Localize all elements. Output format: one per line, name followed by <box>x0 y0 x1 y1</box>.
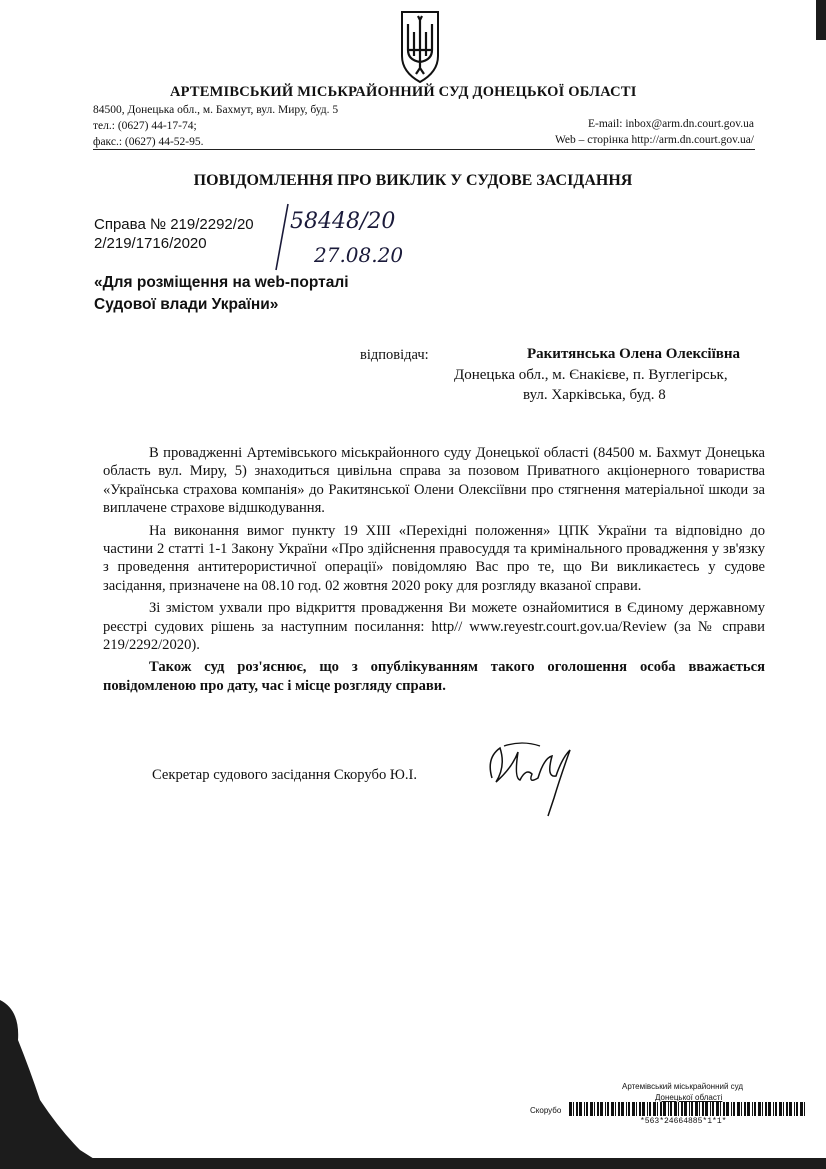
barcode-bar <box>611 1102 614 1116</box>
barcode-bar <box>628 1102 630 1116</box>
body-paragraph: Зі змістом ухвали про відкриття провадження Ви можете ознайомитися в Єдиному державному реєстрі судових рішень за наступним посилання: http// www.reyestr.court.gov.ua/Review (за № справи 219/2292/2020). <box>103 600 765 654</box>
barcode-bar <box>796 1102 798 1116</box>
barcode-bar <box>684 1102 687 1116</box>
barcode-bar <box>579 1102 582 1116</box>
barcode-bar <box>783 1102 784 1116</box>
stamp-region: Донецької області <box>655 1093 723 1102</box>
barcode-bar <box>678 1102 679 1116</box>
placement-note-line2: Судової влади України» <box>94 296 279 313</box>
barcode-bar <box>618 1102 620 1116</box>
barcode-bar <box>639 1102 641 1116</box>
barcode-bar <box>705 1102 708 1116</box>
barcode-bar <box>786 1102 788 1116</box>
barcode-bar <box>699 1102 700 1116</box>
barcode-bar <box>744 1102 746 1116</box>
barcode-bar <box>779 1102 782 1116</box>
barcode-bar <box>668 1102 669 1116</box>
scan-bottom-shadow <box>0 1158 826 1169</box>
barcode-bar <box>605 1102 606 1116</box>
court-phone: тел.: (0627) 44-17-74; <box>93 120 197 132</box>
barcode-bar <box>758 1102 761 1116</box>
barcode-bar <box>800 1102 803 1116</box>
barcode-bar <box>775 1102 777 1116</box>
barcode-bar <box>752 1102 753 1116</box>
barcode-bar <box>741 1102 742 1116</box>
barcode-bar <box>657 1102 658 1116</box>
scan-corner-shadow <box>816 0 826 40</box>
barcode-number: *563*24664885*1*1* <box>640 1117 727 1126</box>
barcode-bar <box>642 1102 645 1116</box>
barcode-bar <box>674 1102 677 1116</box>
barcode-bar <box>794 1102 795 1116</box>
barcode-bar <box>702 1102 704 1116</box>
barcode-bar <box>765 1102 767 1116</box>
barcode-bar <box>804 1102 805 1116</box>
barcode-bar <box>720 1102 721 1116</box>
barcode-bar <box>762 1102 763 1116</box>
handwritten-reg-date: 27.08.20 <box>314 243 404 267</box>
barcode-bar <box>632 1102 635 1116</box>
barcode-bar <box>733 1102 735 1116</box>
barcode-bar <box>754 1102 756 1116</box>
barcode-bar <box>747 1102 750 1116</box>
respondent-name: Ракитянська Олена Олексіївна <box>527 346 741 362</box>
secretary-signature-line: Секретар судового засідання Скорубо Ю.І. <box>152 767 418 783</box>
barcode-bar <box>615 1102 616 1116</box>
court-website: Web – сторінка http://arm.dn.court.gov.ua/ <box>554 134 754 146</box>
barcode-bar <box>695 1102 698 1116</box>
barcode-bar <box>670 1102 672 1116</box>
document-title: ПОВІДОМЛЕННЯ ПРО ВИКЛИК У СУДОВЕ ЗАСІДАННЯ <box>193 172 633 189</box>
header-divider <box>93 149 755 150</box>
barcode-bar <box>731 1102 732 1116</box>
barcode-bar <box>660 1102 662 1116</box>
respondent-address-line1: Донецька обл., м. Єнакієве, п. Вуглегірськ, <box>454 367 728 383</box>
barcode-bar <box>681 1102 683 1116</box>
barcode-bar <box>737 1102 740 1116</box>
court-email: E-mail: inbox@arm.dn.court.gov.ua <box>587 118 754 130</box>
placement-note-line1: «Для розміщення на web-порталі <box>94 274 349 291</box>
coat-of-arms-icon <box>398 10 442 84</box>
barcode-bar <box>600 1102 603 1116</box>
barcode-bar <box>649 1102 651 1116</box>
barcode-bar <box>710 1102 711 1116</box>
scan-edge-shadow <box>0 980 110 1169</box>
barcode-bar <box>621 1102 624 1116</box>
barcode-bar <box>768 1102 771 1116</box>
body-paragraph-bold: Також суд роз'яснює, що з опублікуванням такого оголошення особа вважається повідомленою про дату, час і місце розгляду справи. <box>103 659 765 694</box>
barcode-bar <box>773 1102 774 1116</box>
barcode-bar <box>689 1102 690 1116</box>
stamp-label: Скорубо <box>530 1106 562 1115</box>
barcode-bar <box>576 1102 578 1116</box>
barcode-bar <box>716 1102 719 1116</box>
barcode-bar <box>691 1102 693 1116</box>
handwritten-registration-mark <box>270 200 410 272</box>
barcode-bar <box>573 1102 574 1116</box>
barcode-bar <box>712 1102 714 1116</box>
respondent-label: відповідач: <box>360 347 429 363</box>
barcode-bar <box>584 1102 585 1116</box>
respondent-address-line2: вул. Харківська, буд. 8 <box>523 387 666 403</box>
proceeding-number: 2/219/1716/2020 <box>94 235 207 252</box>
body-paragraph: На виконання вимог пункту 19 XIII «Перехідні положення» ЦПК України та відповідно до частини 2 статті 1-1 Закону України «Про здійснення правосуддя та кримінального провадження у зв'язку з проведення антитерористичної операції» повідомляю Вас про те, що Ви викликаєтесь у судове засідання, призначене на 08.10 год. 02 жовтня 2020 року для розгляду вказаної справи. <box>103 522 765 594</box>
barcode-bar <box>726 1102 729 1116</box>
barcode-bar <box>723 1102 725 1116</box>
barcode <box>569 1102 807 1116</box>
barcode-bar <box>636 1102 637 1116</box>
notice-body <box>103 444 765 699</box>
barcode-bar <box>586 1102 588 1116</box>
case-number: Справа № 219/2292/20 <box>94 216 254 233</box>
handwritten-signature <box>482 738 582 818</box>
barcode-bar <box>597 1102 599 1116</box>
barcode-bar <box>647 1102 648 1116</box>
barcode-bar <box>594 1102 595 1116</box>
barcode-bar <box>653 1102 656 1116</box>
stamp-court-name: Артемівський міськрайонний суд <box>622 1082 744 1091</box>
court-name: АРТЕМІВСЬКИЙ МІСЬКРАЙОННИЙ СУД ДОНЕЦЬКОЇ ОБЛАСТІ <box>170 84 637 100</box>
barcode-bar <box>569 1102 572 1116</box>
handwritten-reg-number: 58448/20 <box>290 209 396 234</box>
barcode-bar <box>607 1102 609 1116</box>
court-fax: факс.: (0627) 44-52-95. <box>93 136 204 148</box>
body-paragraph: В провадженні Артемівського міськрайонного суду Донецької області (84500 м. Бахмут Донецька область вул. Миру, 5) знаходиться цивільна справа за позовом Приватного акціонерного товариства «Українська страхова компанія» до Ракитянської Олени Олексіївни про стягнення матеріальної шкоди за виплачене страхове відшкодування. <box>103 445 765 517</box>
barcode-bar <box>590 1102 593 1116</box>
court-address: 84500, Донецька обл., м. Бахмут, вул. Миру, буд. 5 <box>93 104 339 116</box>
barcode-bar <box>789 1102 792 1116</box>
barcode-bar <box>663 1102 666 1116</box>
barcode-bar <box>626 1102 627 1116</box>
